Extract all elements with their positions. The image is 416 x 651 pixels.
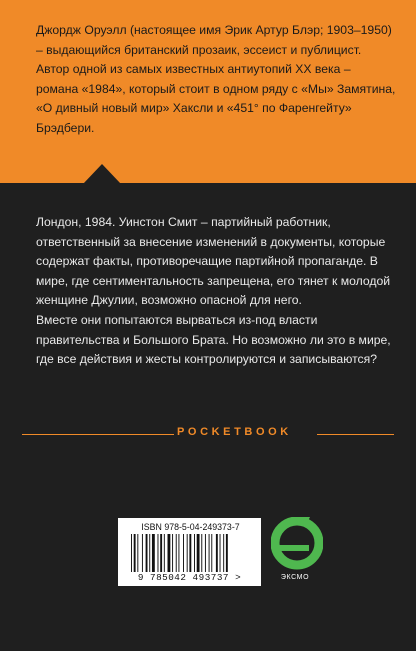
notch-triangle [83,164,121,184]
description-paragraph-1: Лондон, 1984. Уинстон Смит – партийный работник, ответственный за внесение изменений в документы, которые содержат факты, противоречащие партийной пропаганде. В мире, где сентиментальность запрещена, его тянет к молодой женщине Джулии, возможно опасной для него. [36,215,391,308]
barcode-bars [131,534,249,572]
author-bio-band [0,0,416,183]
barcode-digits: 9 785042 493737 > [137,572,242,583]
author-bio: Джордж Оруэлл (настоящее имя Эрик Артур Блэр; 1903–1950) – выдающийся британский прозаик, эссеист и публицист. Автор одной из самых известных антиутопий XX века – романа «1984», который стоит в одном ряду с «Мы» Замятина, «О дивный новый мир» Хаксли и «451° по Фаренгейту» Брэдбери. [36,23,396,135]
barcode [118,518,261,586]
series-label: POCKETBOOK [177,426,292,438]
book-description [36,213,396,370]
divider-line-right [317,434,394,435]
isbn-label: ISBN 978-5-04-249373-7 [141,522,240,532]
series-divider [0,424,416,446]
description-paragraph-2: Вместе они попытаются вырваться из-под власти правительства и Большого Брата. Но возможно ли это в мире, где все действия и жесты контролируются и записываются? [36,312,391,367]
divider-line-left [22,434,174,435]
publisher-name: ЭКСМО [280,574,310,581]
